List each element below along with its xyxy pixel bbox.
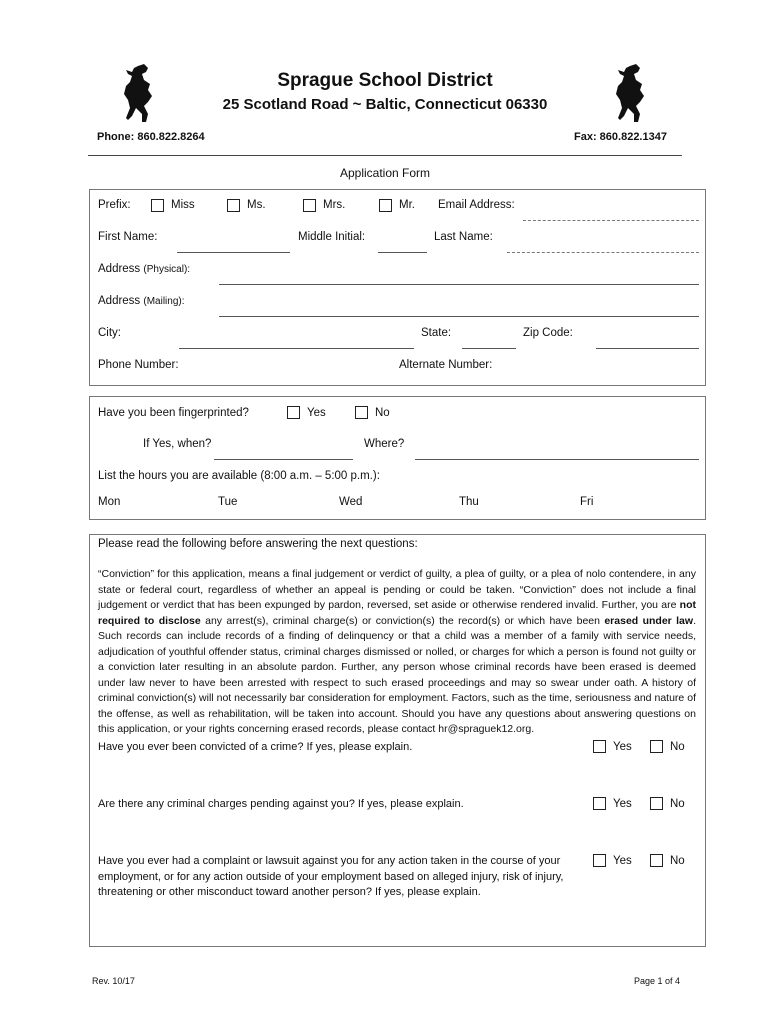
prefix-ms-label: Ms. xyxy=(247,199,266,211)
convicted-no-checkbox[interactable] xyxy=(650,740,663,753)
complaint-no-label: No xyxy=(670,855,685,867)
city-label: City: xyxy=(98,327,121,339)
fingerprinted-yes-label: Yes xyxy=(307,407,326,419)
phone-number: Phone: 860.822.8264 xyxy=(97,131,205,143)
email-label: Email Address: xyxy=(438,199,515,211)
pending-yes-checkbox[interactable] xyxy=(593,797,606,810)
day-wed: Wed xyxy=(339,496,363,508)
school-name: Sprague School District xyxy=(277,70,493,91)
prefix-mr-label: Mr. xyxy=(399,199,415,211)
day-thu: Thu xyxy=(459,496,479,508)
availability-label: List the hours you are available (8:00 a.m. – 5:00 p.m.): xyxy=(98,470,380,482)
fingerprinted-question: Have you been fingerprinted? xyxy=(98,407,249,419)
fingerprinted-no-label: No xyxy=(375,407,390,419)
convicted-yes-checkbox[interactable] xyxy=(593,740,606,753)
fingerprint-where-label: Where? xyxy=(364,438,405,450)
fingerprint-when-field[interactable] xyxy=(214,459,353,460)
prefix-mrs-checkbox[interactable] xyxy=(303,199,316,212)
form-title: Application Form xyxy=(339,166,431,180)
question-complaint-lawsuit: Have you ever had a complaint or lawsuit against you for any action taken in the course of your employment, or for any action outside of your employment based on alleged injury, risk of injury, threatening or other misconduct toward another person? If yes, please explain. xyxy=(98,855,564,898)
header-divider xyxy=(88,155,682,156)
middle-initial-field[interactable] xyxy=(378,252,427,253)
fingerprint-where-field[interactable] xyxy=(415,459,699,460)
school-address: 25 Scotland Road ~ Baltic, Connecticut 06330 xyxy=(222,96,548,113)
complaint-no-checkbox[interactable] xyxy=(650,854,663,867)
day-tue: Tue xyxy=(218,496,238,508)
state-field[interactable] xyxy=(462,348,516,349)
alternate-number-label: Alternate Number: xyxy=(399,359,493,371)
last-name-field[interactable] xyxy=(507,252,699,253)
last-name-label: Last Name: xyxy=(434,231,493,243)
state-label: State: xyxy=(421,327,452,339)
fingerprinted-no-checkbox[interactable] xyxy=(355,406,368,419)
question-pending-charges: Are there any criminal charges pending against you? If yes, please explain. xyxy=(98,798,464,810)
pending-yes-label: Yes xyxy=(613,798,632,810)
convicted-no-label: No xyxy=(670,741,685,753)
personal-info-section xyxy=(89,189,706,386)
zip-field[interactable] xyxy=(596,348,699,349)
fingerprint-when-label: If Yes, when? xyxy=(143,438,212,450)
conviction-definition: “Conviction” for this application, means a final judgement or verdict of guilty, a plea of guilty, or a plea of nolo contendere, in any state or federal court, regardless of whether an appeal is pending or could be taken. “Conviction” does not include a final judgement or verdict that has been expunged by pardon, reversed, set aside or otherwise rendered invalid. Further, you are not required to disclose any arrest(s), criminal charge(s) or conviction(s) the record(s) or which have been erased under law. Such records can include records of a finding of delinquency or that a child was a member of a family with service needs, adjudication of youthful offender status, criminal charges dismissed or nolled, or charges for which a person is found not guilty or a conviction later resulting in an absolute pardon. Further, any person whose criminal records have been erased is deemed under law never to have been arrested with respect to such erased proceedings and may so swear under oath. A history of criminal conviction(s) will not necessarily bar consideration for employment. Factors, such as the time, seriousness and nature of the offense, as well as rehabilitation, will be taken into account. Should you have any questions about answering questions on this application, or your rights concerning erased records, please contact hr@spraguek12.org. xyxy=(98,568,696,735)
prefix-miss-checkbox[interactable] xyxy=(151,199,164,212)
prefix-miss-label: Miss xyxy=(171,199,195,211)
address-mailing-field[interactable] xyxy=(219,316,699,317)
pending-no-checkbox[interactable] xyxy=(650,797,663,810)
complaint-yes-checkbox[interactable] xyxy=(593,854,606,867)
first-name-field[interactable] xyxy=(177,252,290,253)
fingerprinted-yes-checkbox[interactable] xyxy=(287,406,300,419)
convicted-yes-label: Yes xyxy=(613,741,632,753)
address-physical-label: Address (Physical): xyxy=(98,263,191,275)
question-convicted: Have you ever been convicted of a crime? If yes, please explain. xyxy=(98,741,413,753)
complaint-yes-label: Yes xyxy=(613,855,632,867)
email-field[interactable] xyxy=(523,220,699,221)
first-name-label: First Name: xyxy=(98,231,158,243)
conviction-intro: Please read the following before answering the next questions: xyxy=(98,538,418,550)
middle-initial-label: Middle Initial: xyxy=(298,231,366,243)
day-fri: Fri xyxy=(580,496,594,508)
prefix-label: Prefix: xyxy=(98,199,131,211)
prefix-ms-checkbox[interactable] xyxy=(227,199,240,212)
address-physical-field[interactable] xyxy=(219,284,699,285)
revision-date: Rev. 10/17 xyxy=(92,976,135,986)
day-mon: Mon xyxy=(98,496,121,508)
prefix-mr-checkbox[interactable] xyxy=(379,199,392,212)
page-number: Page 1 of 4 xyxy=(634,976,681,986)
address-mailing-label: Address (Mailing): xyxy=(98,295,185,307)
fax-number: Fax: 860.822.1347 xyxy=(574,131,667,143)
pending-no-label: No xyxy=(670,798,685,810)
zip-label: Zip Code: xyxy=(523,327,573,339)
phone-number-label: Phone Number: xyxy=(98,359,179,371)
city-field[interactable] xyxy=(179,348,414,349)
prefix-mrs-label: Mrs. xyxy=(323,199,346,211)
